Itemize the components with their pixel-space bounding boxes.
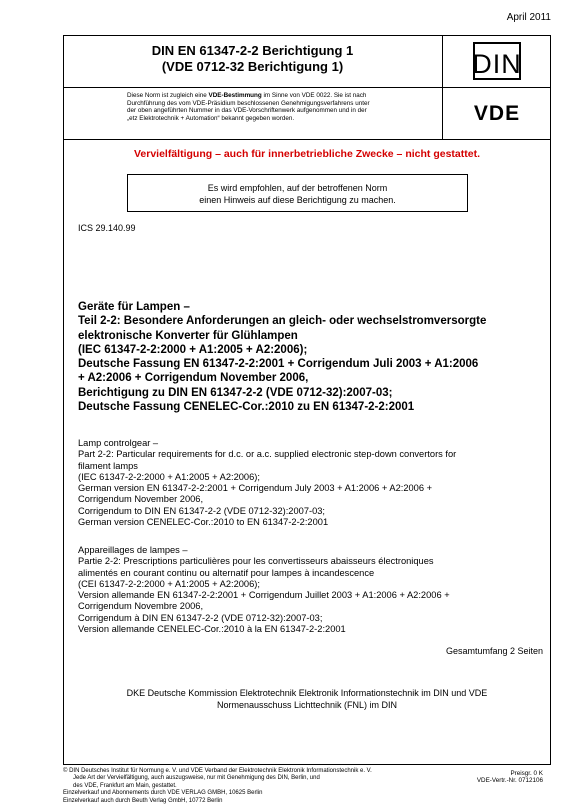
title-fr-line: alimentés en courant continu ou alternatif pour lampes à incandescence (78, 567, 375, 578)
copyright-line1: © DIN Deutsches Institut für Normung e. V. und VDE Verband der Elektrotechnik Elektronik Informationstechnik e. V. (63, 768, 372, 774)
vde-logo-box (443, 88, 551, 140)
hint-line2: einen Hinweis auf diese Berichtigung zu machen. (199, 195, 396, 205)
title-fr-line: (CEI 61347-2-2:2000 + A1:2005 + A2:2006); (78, 578, 260, 589)
vde-note-bold: VDE-Bestimmung (208, 92, 262, 99)
title-en-line: Corrigendum to DIN EN 61347-2-2 (VDE 0712-32):2007-03; (78, 505, 326, 516)
title-en-line: Lamp controlgear – (78, 438, 159, 448)
title-en-line: German version CENELEC-Cor.:2010 to EN 61347-2-2:2001 (78, 517, 329, 528)
page-count: Gesamtumfang 2 Seiten (445, 646, 543, 656)
title-fr-line: Version allemande EN 61347-2-2:2001 + Corrigendum Juillet 2003 + A1:2006 + A2:2006 + (78, 590, 450, 601)
copyright-notice (63, 768, 413, 805)
title-en-line: Part 2-2: Particular requirements for d.c. or a.c. supplied electronic step-down convertors for (78, 449, 457, 460)
vde-note-line1-post: im Sinne von VDE 0022. Sie ist nach (261, 92, 367, 99)
vde-note-line2: Durchführung des vom VDE-Präsidium beschlossenen Genehmigungsverfahrens unter (127, 99, 370, 107)
vde-note (63, 88, 443, 140)
title-fr-line: Partie 2-2: Prescriptions particulières pour les convertisseurs abaisseurs électroniques (78, 556, 434, 567)
title-german (78, 300, 538, 414)
sales-line1: Einzelverkauf und Abonnements durch VDE VERLAG GMBH, 10625 Berlin (63, 790, 263, 797)
ics-code: ICS 29.140.99 (78, 223, 136, 233)
standard-title-line2: (VDE 0712-32 Berichtigung 1) (161, 59, 344, 74)
copyright-line3: des VDE, Frankfurt am Main, gestattet. (73, 782, 177, 789)
title-en-line: filament lamps (78, 460, 138, 471)
issue-date: April 2011 (506, 12, 551, 23)
title-fr-line: Corrigendum à DIN EN 61347-2-2 (VDE 0712-32):2007-03; (78, 612, 323, 623)
vde-note-line1-pre: Diese Norm ist zugleich eine (127, 92, 209, 99)
copyright-line2: Jede Art der Vervielfältigung, auch auszugsweise, nur mit Genehmigung des DIN, Berlin, und (73, 775, 320, 782)
title-de-line: elektronische Konverter für Glühlampen (78, 329, 298, 342)
vde-note-line3: der oben angeführten Nummer in das VDE-Vorschriftenwerk aufgenommen und in der (127, 107, 367, 115)
vde-note-line4: „etz Elektrotechnik + Automation“ bekannt gegeben worden. (127, 114, 295, 122)
title-de-line: + A2:2006 + Corrigendum November 2006, (78, 372, 309, 385)
vde-logo: VDE (473, 101, 521, 125)
title-de-line: Geräte für Lampen – (78, 301, 190, 313)
title-fr-line: Version allemande CENELEC-Cor.:2010 à la EN 61347-2-2:2001 (78, 624, 346, 635)
price-group: Preisgr. 0 K (510, 770, 543, 777)
copy-warning: Vervielfältigung – auch für innerbetriebliche Zwecke – nicht gestattet. (133, 148, 480, 160)
dke-line2: Normenausschuss Lichttechnik (FNL) im DIN (216, 699, 398, 710)
title-en-line: German version EN 61347-2-2:2001 + Corrigendum July 2003 + A1:2006 + A2:2006 + (78, 483, 433, 494)
title-de-line: Teil 2-2: Besondere Anforderungen an gleich- oder wechselstromversorgte (78, 315, 487, 328)
hint-line1: Es wird empfohlen, auf der betroffenen Norm (207, 183, 388, 193)
title-en-line: Corrigendum November 2006, (78, 494, 204, 505)
sales-line2: Einzelverkauf auch durch Beuth Verlag GmbH, 10772 Berlin (63, 797, 223, 804)
title-fr-line: Corrigendum Novembre 2006, (78, 601, 204, 612)
hint-box (127, 174, 468, 212)
price-info (477, 770, 543, 785)
title-de-line: Berichtigung zu DIN EN 61347-2-2 (VDE 0712-32):2007-03; (78, 386, 393, 399)
title-de-line: Deutsche Fassung CENELEC-Cor.:2010 zu EN 61347-2-2:2001 (78, 401, 415, 414)
title-french (78, 545, 538, 635)
dke-committee (63, 688, 551, 711)
standard-title (63, 35, 443, 88)
din-logo-box (443, 35, 551, 88)
title-english (78, 438, 538, 528)
title-en-line: (IEC 61347-2-2:2000 + A1:2005 + A2:2006); (78, 471, 260, 482)
dke-line1: DKE Deutsche Kommission Elektrotechnik Elektronik Informationstechnik im DIN und VDE (126, 688, 488, 698)
title-de-line: Deutsche Fassung EN 61347-2-2:2001 + Corrigendum Juli 2003 + A1:2006 (78, 358, 479, 371)
standard-title-line1: DIN EN 61347-2-2 Berichtigung 1 (151, 43, 354, 58)
title-fr-line: Appareillages de lampes – (78, 545, 188, 555)
title-de-line: (IEC 61347-2-2:2000 + A1:2005 + A2:2006); (78, 343, 308, 356)
order-number: VDE-Vertr.-Nr. 0712106 (476, 777, 543, 785)
din-logo: DIN (473, 42, 521, 80)
